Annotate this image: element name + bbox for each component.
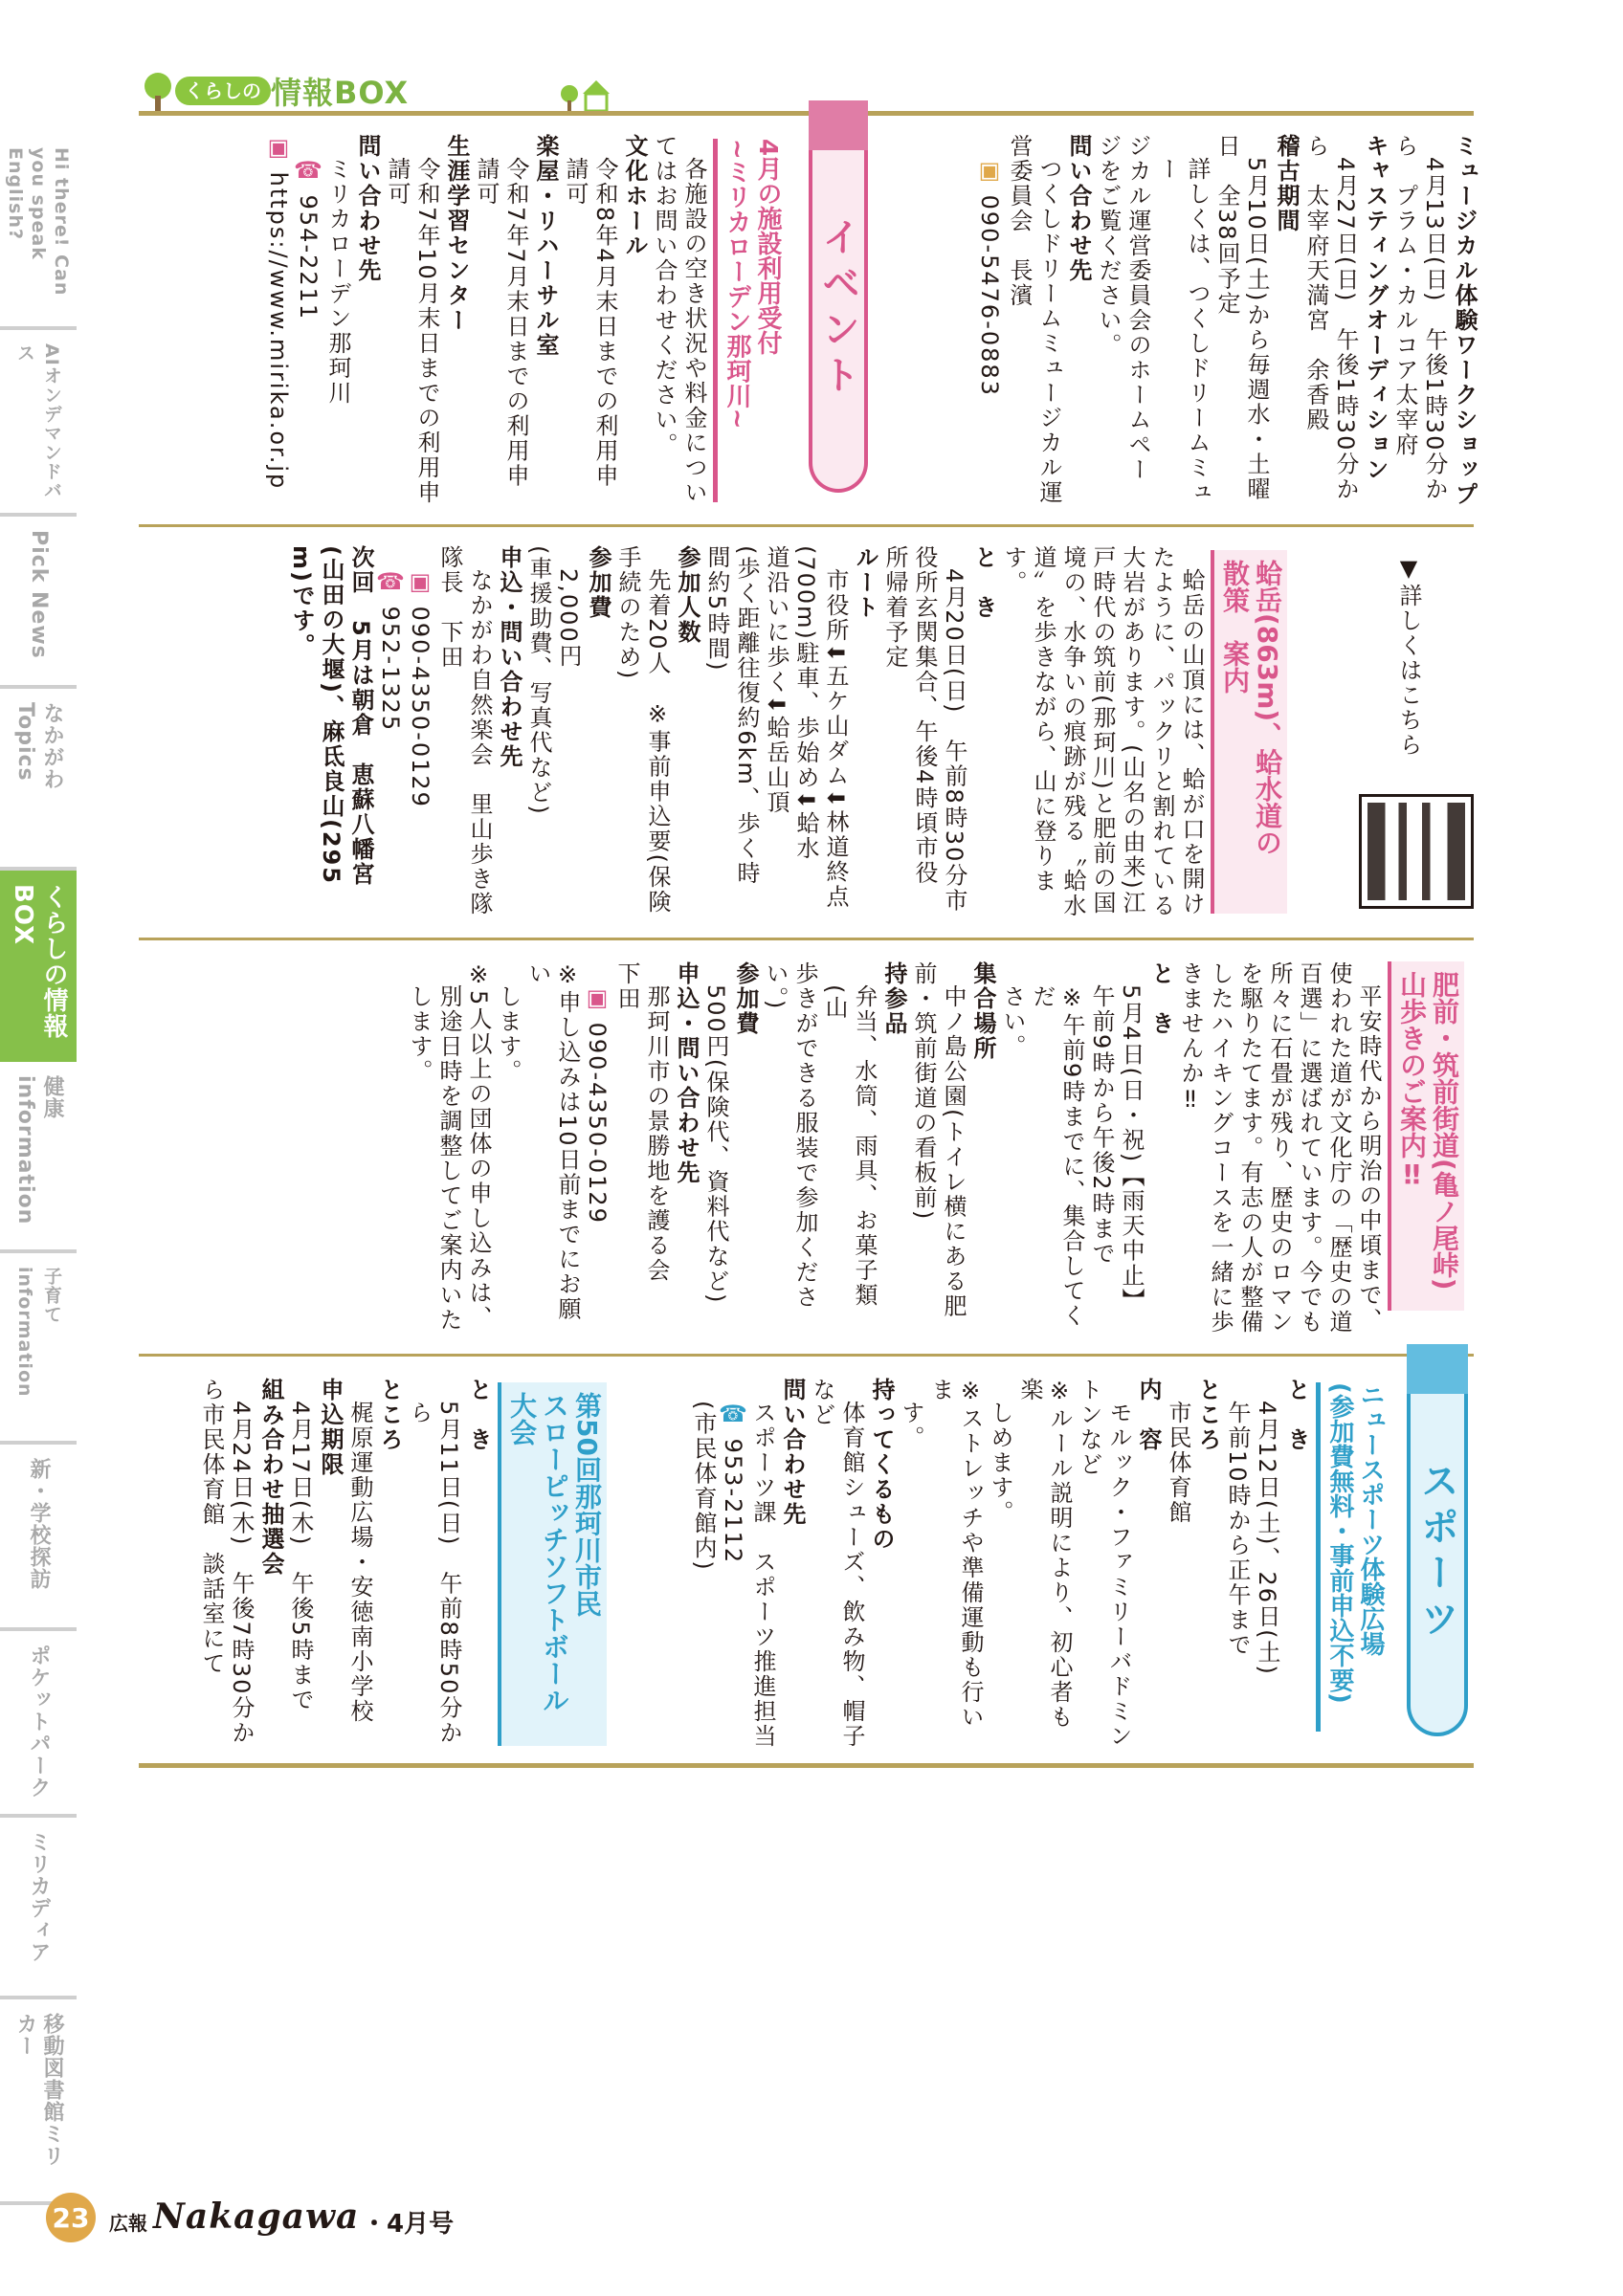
abura-head-line: 蛤岳(863m)、蛤水道の — [1252, 560, 1283, 856]
hizen-bring: 弁当、水筒、雨具、お菓子類(山 — [821, 984, 878, 1308]
newsport-place-title: ところ — [1194, 1378, 1221, 1452]
sidebar-item-kurashi[interactable] — [0, 871, 77, 1062]
softball-head — [498, 1382, 607, 1746]
tree-icon — [139, 71, 177, 113]
hizen-text: 百選」に選ばれています。今でも — [1296, 961, 1323, 1335]
hizen-fee: 500円(保険代、資料代など) — [702, 984, 729, 1305]
newsport-note: す。 — [898, 1401, 924, 1450]
facility-intro: てはお問い合わせください。 — [651, 134, 678, 457]
abura-route: 市役所⬇五ケ山ダム⬇林道終点 — [822, 568, 849, 910]
sidebar-item-health[interactable] — [0, 1062, 77, 1253]
sidebar-item-label: AIオンデマンドバス — [14, 343, 62, 500]
footer-issue: ・4月号 — [362, 2210, 455, 2239]
abura-mobile — [405, 545, 434, 923]
newsport-content: モルック・ファミリーバドミン — [1105, 1401, 1132, 1749]
abura-toki: 所帰着予定 — [881, 545, 908, 670]
abura-next: (山田の大堰)、麻氐良山(295 — [318, 545, 345, 886]
newsport-contact-title: 問い合わせ先 — [779, 1378, 806, 1527]
hizen-toki: 5月4日(日・祝)【雨天中止】 — [1118, 984, 1145, 1314]
audition-line: 4月27日(日) 午後1時30分か — [1332, 157, 1359, 502]
softball-toki: 5月11日(日) 午前8時50分か — [435, 1401, 462, 1746]
abura-mobile-number: 090-4350-0129 — [407, 606, 434, 808]
sidebar-item-kosodate[interactable] — [0, 1253, 77, 1445]
web-icon: ▣ — [265, 134, 292, 163]
hizen-text: 所々に石畳が残り、歴史のロマン — [1266, 961, 1293, 1335]
facility-title-line: 4月の施設利用受付 — [753, 139, 782, 356]
newsport-toki: 4月12日(土)、26日(土) — [1254, 1401, 1280, 1676]
hizen-note: 別途日時を調整してご案内いた — [435, 984, 462, 1333]
softball-deadline: 4月17日(木) 午後5時まで — [287, 1401, 314, 1712]
abura-fee-title: 参加費 — [585, 545, 611, 620]
hizen-note: ※申し込みは10日前までにお願い — [524, 961, 581, 1322]
softball-head-line: 第50回那珂川市民 — [571, 1392, 603, 1617]
hizen-text: きませんか‼ — [1177, 961, 1204, 1115]
abura-next: m)です。 — [288, 545, 315, 658]
divider — [139, 938, 1474, 940]
hizen-contact: 下田 — [613, 961, 640, 1011]
logo-kurashi: くらしの — [175, 77, 271, 105]
hizen-place: 前・筑前街道の看板前) — [910, 961, 937, 1222]
hizen-head-line: 肥前・筑前街道(亀ノ尾峠) — [1429, 971, 1460, 1291]
sidebar-item-ai-bus[interactable] — [0, 330, 77, 517]
hizen-mobile-number: 090-4350-0129 — [584, 1022, 611, 1225]
page-number: 23 — [46, 2193, 96, 2242]
practice-line: 詳しくは、つくしドリームミュー — [1154, 157, 1211, 505]
hizen-toki-title: と き — [1147, 961, 1174, 1036]
bunka-title: 文化ホール — [621, 134, 648, 258]
sidebar-item-topics[interactable] — [0, 689, 77, 871]
hizen-bring: い。) — [762, 961, 789, 1011]
mobile-icon: ▣ — [584, 984, 611, 1013]
sidebar-item-label: Hi there! Can you speak English? — [5, 147, 72, 297]
abura-toki: 4月20日(日) 午前8時30分市 — [941, 568, 967, 914]
practice-line: 日 全38回予定 — [1213, 134, 1240, 317]
sidebar-item-english[interactable] — [0, 134, 77, 330]
hizen-text: 使われた道が文化庁の「歴史の道 — [1325, 961, 1352, 1335]
abura-next: 次回 5月は朝倉 恵蘇八幡宮 — [347, 545, 374, 887]
audition-title: キャスティングオーディション — [1362, 134, 1389, 482]
newsport-toki: 午前10時から正午まで — [1224, 1401, 1251, 1658]
facility-title — [713, 139, 783, 502]
facility-contact-name: ミリカローデン那珂川 — [324, 157, 351, 406]
qr-pattern — [1367, 803, 1465, 900]
hizen-text: 平安時代から明治の中頃まで、 — [1355, 984, 1382, 1333]
mobile-icon: ▣ — [976, 157, 1003, 186]
event-section-tab — [809, 100, 868, 493]
musical-line: ら プラム・カルコア太宰府 — [1391, 134, 1418, 457]
sidebar-item-label: 移動図書館ミリカー — [13, 2013, 64, 2167]
newsport-note: ※ルール説明により、初心者も楽 — [1016, 1378, 1073, 1730]
practice-title: 稽古期間 — [1273, 134, 1300, 233]
footer-koho: 広報 — [109, 2212, 147, 2235]
sidebar-item-label: 子育てinformation — [14, 1267, 62, 1398]
abura-text: 蛤岳の山頂には、蛤が口を開け — [1178, 568, 1205, 916]
abura-route-title: ルート — [852, 545, 878, 620]
sidebar-item-mirikadia[interactable] — [0, 1818, 77, 1999]
hizen-mobile — [582, 961, 611, 1339]
abura-route: 道沿いに歩く⬇蛤岳山頂 — [763, 545, 789, 816]
musical-tel — [974, 134, 1004, 507]
sidebar-item-label: ポケットパーク — [27, 1645, 51, 1799]
hizen-text: を駆りたてます。有志の人が整備 — [1236, 961, 1263, 1335]
practice-line: ジカル運営委員会のホームペー — [1124, 134, 1151, 482]
phone-icon: ☎ — [720, 1401, 746, 1429]
hizen-head — [1388, 961, 1464, 1311]
sidebar-item-school[interactable] — [0, 1445, 77, 1631]
phone-icon: ☎ — [295, 157, 322, 186]
divider — [139, 1354, 1474, 1357]
softball-toki: ら — [406, 1401, 433, 1425]
sidebar-item-mirika-car[interactable] — [0, 1999, 77, 2205]
practice-line: 5月10日(土)から毎週水・土曜 — [1243, 157, 1270, 502]
bunka-line: 請可 — [562, 157, 589, 207]
hizen-note: します。 — [406, 984, 433, 1084]
facility-intro: 各施設の空き状況や料金につい — [680, 157, 707, 505]
abura-head-line: 散策 案内 — [1219, 560, 1251, 694]
header-rule — [139, 111, 1474, 116]
abura-contact: なかがわ自然楽会 里山歩き隊 — [466, 568, 493, 916]
softball-head-line: スローピッチソフトボール大会 — [506, 1392, 570, 1713]
abura-text: 道〟を歩きながら、山に登ります。 — [1000, 545, 1056, 894]
hizen-bring-title: 持参品 — [880, 961, 907, 1036]
hizen-text: したハイキングコースを一緒に歩 — [1207, 961, 1234, 1335]
bottom-rule — [139, 1763, 1474, 1768]
sidebar-item-label: 健康information — [13, 1075, 64, 1225]
hizen-contact: 那珂川市の景勝地を護る会 — [643, 984, 670, 1283]
abura-text: 大岩があります。(山名の由来)江 — [1119, 545, 1145, 916]
abura-fee: (車援助費、写真代など) — [525, 545, 552, 816]
softball-deadline-title: 申込期限 — [317, 1378, 344, 1477]
newsport-tel — [718, 1378, 747, 1751]
abura-block — [153, 545, 1206, 923]
shogai-line: 令和7年10月末日までの利用申 — [413, 157, 440, 505]
musical-line: 4月13日(日) 午後1時30分か — [1421, 157, 1448, 502]
abura-text: たように、パックリと割れている — [1148, 545, 1175, 918]
newsport-bring: など — [809, 1378, 835, 1427]
hizen-place: 中ノ島公園(トイレ横にある肥 — [940, 984, 967, 1319]
abura-ninzu: 先着20人 ※事前申込要(保険 — [644, 568, 671, 915]
newsport-bring-title: 持ってくるもの — [868, 1378, 895, 1552]
abura-toki-title: と き — [970, 545, 997, 620]
softball-block — [153, 1378, 493, 1751]
sidebar-item-label: 新・学校探訪 — [27, 1458, 51, 1590]
event-tab-label: イベント — [815, 217, 860, 401]
newsport-note: しめます。 — [987, 1401, 1013, 1525]
newsport-note: ※ストレッチや準備運動も行いま — [927, 1378, 984, 1730]
abura-text: 戸時代の筑前(那珂川)と肥前の国 — [1089, 545, 1116, 916]
hizen-toki: 午前9時から午後2時まで — [1088, 984, 1115, 1267]
bunka-line: 令和8年4月末日までの利用申 — [591, 157, 618, 489]
musical-block — [904, 134, 1478, 507]
abura-route: 間約5時間) — [703, 545, 730, 673]
logo-jouhou-box: 情報BOX — [271, 75, 410, 111]
abura-route: (歩く距離往復約6km、歩く時 — [733, 545, 760, 886]
phone-icon: ☎ — [377, 568, 404, 597]
newsport-content-title: 内 容 — [1135, 1378, 1162, 1452]
musical-tel-number: 090-5476-0883 — [976, 194, 1003, 397]
musical-contact-title: 問い合わせ先 — [1065, 134, 1092, 283]
sidebar-item-label: ミリカディア — [27, 1831, 51, 1963]
abura-route: (700m)駐車、歩始め⬇蛤水 — [792, 545, 819, 862]
hizen-head-line: 山歩きのご案内‼ — [1396, 971, 1428, 1190]
newsport-bring: 体育館シューズ、飲み物、帽子 — [838, 1401, 865, 1749]
hizen-note: ※5人以上の団体の申し込みは、 — [465, 961, 492, 1331]
newsport-contact: スポーツ課 スポーツ推進担当 — [749, 1401, 776, 1749]
newsport-block — [612, 1378, 1311, 1751]
footer-magazine-name: Nakagawa — [153, 2197, 360, 2237]
newsport-title-line: ニュースポーツ体験広場 — [1356, 1382, 1385, 1656]
softball-draw: 4月24日(木) 午後7時30分か — [228, 1401, 255, 1746]
facility-tel-number: 954-2211 — [295, 194, 322, 321]
abura-ninzu-title: 参加人数 — [674, 545, 700, 645]
musical-contact-line: つくしドリームミュージカル運 — [1035, 157, 1062, 505]
newsport-content: トンなど — [1076, 1378, 1102, 1477]
hizen-note: します。 — [495, 984, 522, 1084]
sport-tab-label: スポーツ — [1414, 1461, 1459, 1645]
abura-tel-number: 952-1325 — [377, 606, 404, 733]
facility-title-line: ~ミリカローデン那珂川~ — [723, 139, 751, 430]
abura-contact: 隊長 下田 — [436, 545, 463, 670]
softball-draw: ら市民体育館 談話室にて — [198, 1378, 225, 1676]
facility-block — [153, 134, 708, 507]
gakuya-line: 請可 — [473, 157, 500, 207]
gakuya-line: 令和7年7月末日までの利用申 — [502, 157, 529, 489]
abura-tel — [375, 545, 405, 923]
divider — [139, 524, 1474, 527]
abura-text: 境の、水争いの痕跡が残る〝蛤水 — [1059, 545, 1086, 918]
gakuya-title: 楽屋・リハーサル室 — [532, 134, 559, 358]
newsport-title-line: (参加費無料・事前申込不要) — [1325, 1382, 1354, 1704]
newsport-contact: (市民体育館内) — [690, 1401, 717, 1572]
musical-contact-line: 営委員会 長濱 — [1006, 134, 1033, 308]
footer — [46, 2193, 524, 2250]
facility-url[interactable] — [263, 134, 293, 507]
shogai-line: 請可 — [384, 157, 411, 207]
abura-toki: 役所玄関集合、午後4時頃市役 — [911, 545, 938, 886]
newsport-place: 市民体育館 — [1165, 1401, 1191, 1525]
hizen-toki: さい。 — [999, 984, 1026, 1059]
sidebar-item-pick-news[interactable] — [0, 517, 77, 689]
softball-place: 梶原運動広場・安徳南小学校 — [346, 1401, 373, 1724]
hizen-bring: 歩きができる服装で参加くださ — [791, 961, 818, 1310]
shogai-title: 生涯学習センター — [443, 134, 470, 333]
hizen-toki: ※午前9時までに、集合してくだ — [1029, 984, 1085, 1329]
hizen-fee-title: 参加費 — [732, 961, 759, 1036]
qr-label: ▼詳しくはこちら — [1395, 555, 1422, 758]
newsport-title — [1316, 1382, 1386, 1732]
musical-title: ミュージカル体験ワークショップ — [1451, 134, 1478, 507]
abura-fee: 2,000円 — [555, 568, 582, 669]
audition-line: ら 太宰府天満宮 余香殿 — [1302, 134, 1329, 432]
newsport-tel-number: 953-2112 — [720, 1438, 746, 1565]
abura-contact-title: 申込・問い合わせ先 — [496, 545, 522, 769]
facility-tel — [293, 134, 322, 507]
softball-draw-title: 組み合わせ抽選会 — [257, 1378, 284, 1577]
sport-section-tab — [1407, 1344, 1468, 1736]
newsport-toki-title: と き — [1283, 1378, 1310, 1452]
mobile-icon: ▣ — [407, 568, 434, 597]
facility-url-text: https://www.mirika.or.jp — [265, 171, 292, 491]
softball-toki-title: と き — [465, 1378, 492, 1452]
hizen-contact-title: 申込・問い合わせ先 — [673, 961, 700, 1185]
hizen-block — [287, 961, 1383, 1339]
softball-place-title: ところ — [376, 1378, 403, 1452]
sidebar-item-pocket-park[interactable] — [0, 1631, 77, 1818]
qr-code[interactable] — [1359, 794, 1474, 909]
sidebar-item-label: なかがわTopics — [13, 702, 64, 790]
abura-ninzu: 手続のため) — [614, 545, 641, 681]
house-icon — [560, 75, 613, 113]
facility-contact-title: 問い合わせ先 — [354, 134, 381, 283]
sidebar-item-label: Pick News — [27, 530, 51, 659]
practice-line: ジをご覧ください。 — [1095, 134, 1122, 358]
sidebar-item-label: くらしの情報BOX — [9, 884, 68, 1039]
hizen-place-title: 集合場所 — [969, 961, 996, 1061]
abura-head — [1211, 550, 1287, 914]
